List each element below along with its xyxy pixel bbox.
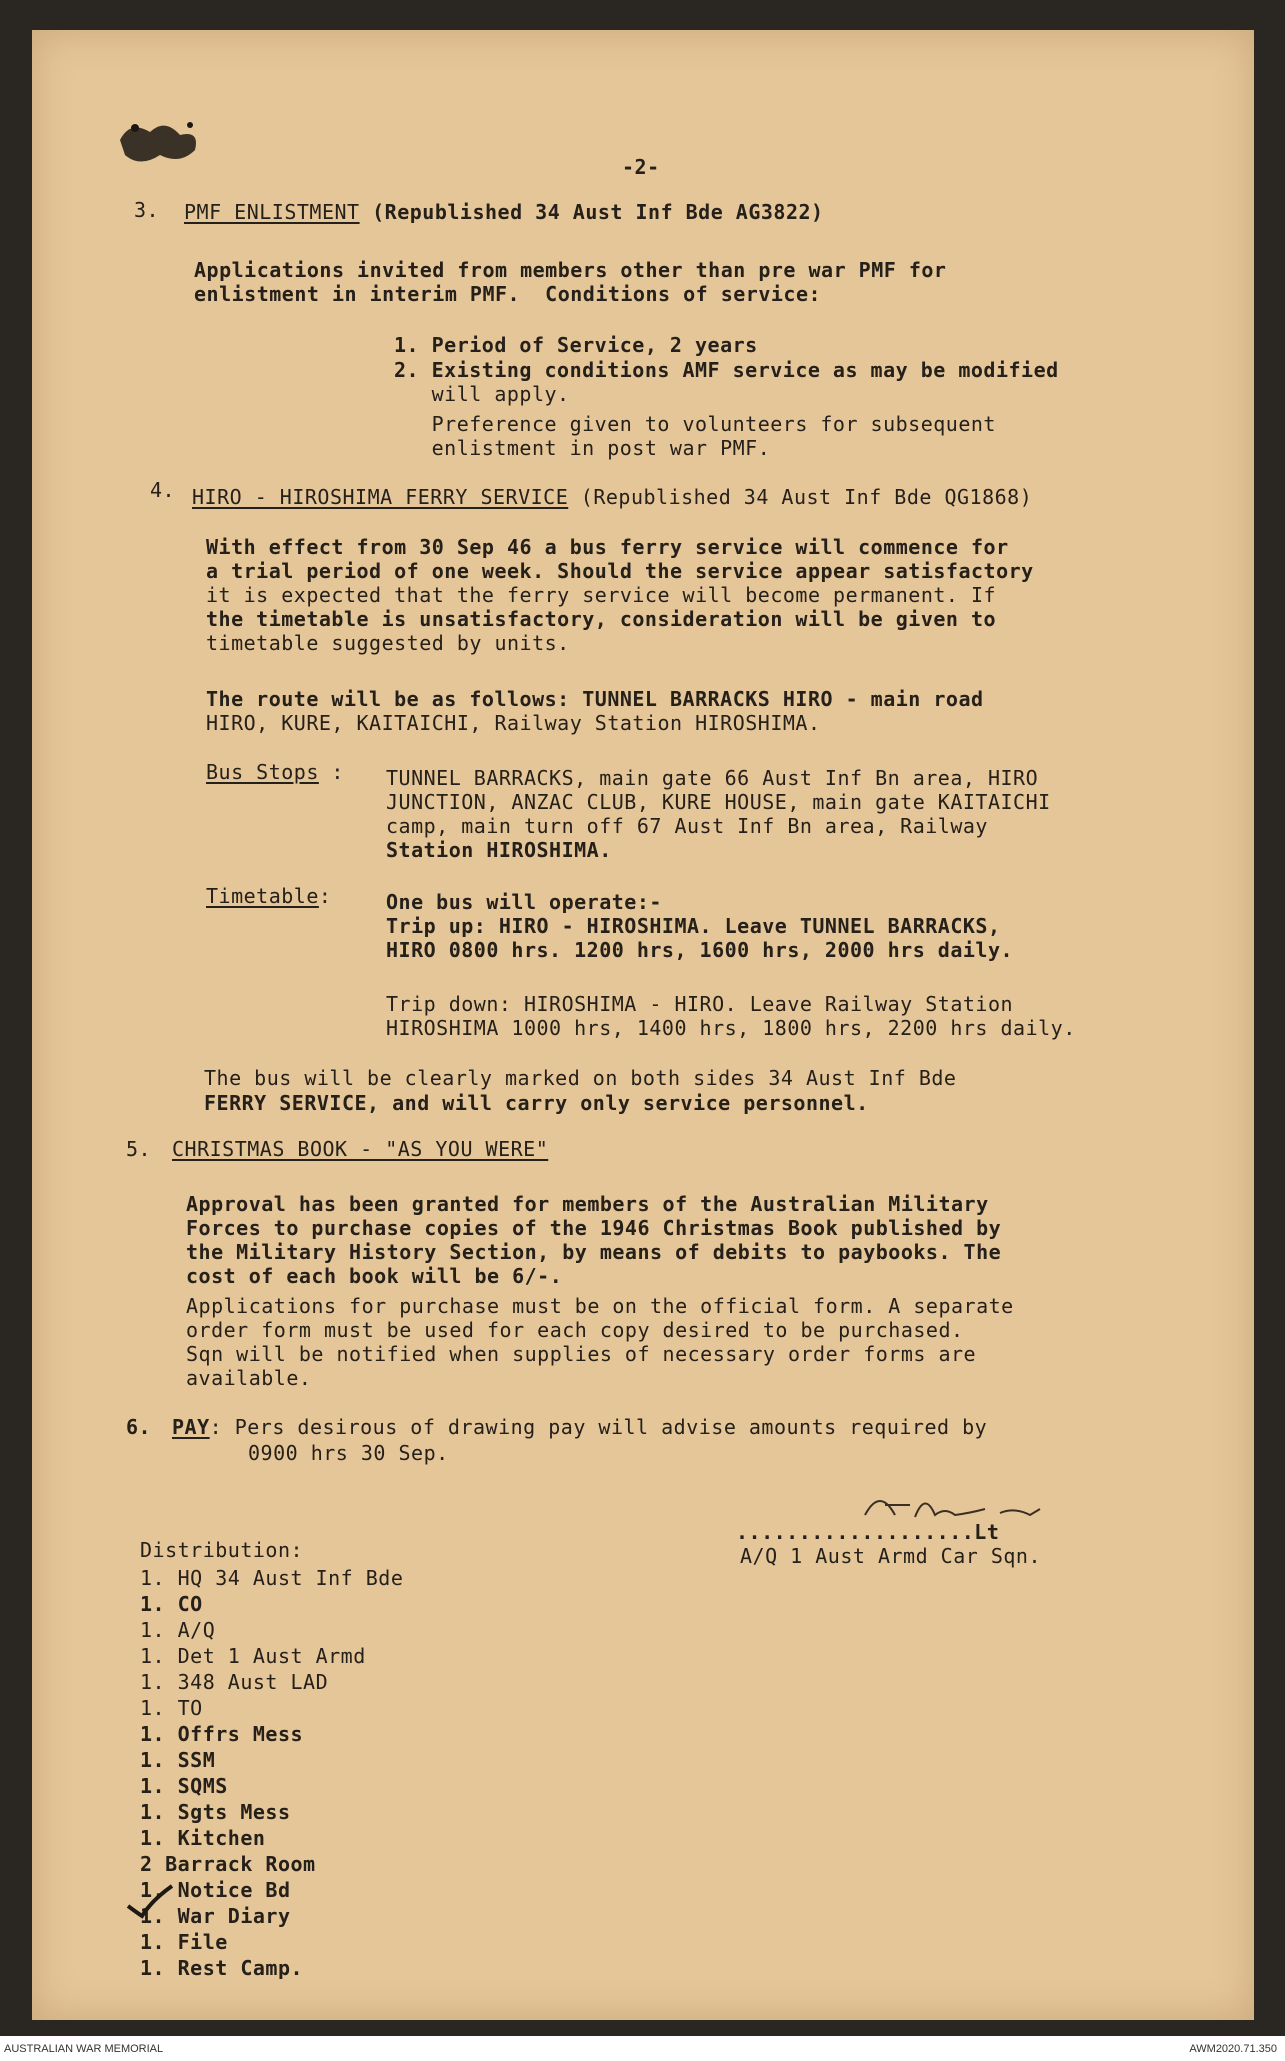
item-3-number: 3. <box>134 198 160 222</box>
distribution-entry: 1. TO <box>140 1696 203 1720</box>
item-5-para-line-8: available. <box>186 1366 312 1390</box>
item-4-reference: (Republished 34 Aust Inf Bde QG1868) <box>568 485 1033 509</box>
bus-stops-label-line <box>206 760 344 785</box>
bus-stops-label: Bus Stops <box>206 760 319 784</box>
bus-stops-line-3: camp, main turn off 67 Aust Inf Bn area, Railway <box>386 814 988 838</box>
handwritten-signature <box>785 1485 1075 1525</box>
item-3-para-line-1: Applications invited from members other than pre war PMF for <box>194 258 947 282</box>
item-6-heading: PAY <box>172 1415 210 1439</box>
timetable-line-5: HIROSHIMA 1000 hrs, 1400 hrs, 1800 hrs, 2200 hrs daily. <box>386 1016 1076 1040</box>
item-3-condition-2a: 2. Existing conditions AMF service as may be modified <box>394 358 1059 382</box>
distribution-entry: 1. A/Q <box>140 1618 216 1642</box>
item-4-number: 4. <box>150 478 176 502</box>
item-6-colon: : <box>209 1415 223 1439</box>
bus-stops-line-1: TUNNEL BARRACKS, main gate 66 Aust Inf Bn area, HIRO <box>386 766 1039 790</box>
distribution-heading: Distribution: <box>140 1538 304 1562</box>
timetable-label: Timetable <box>206 884 319 908</box>
archive-footer <box>0 2036 1285 2061</box>
item-4-marking-line-1: The bus will be clearly marked on both sides 34 Aust Inf Bde <box>204 1066 957 1090</box>
bus-stops-line-2: JUNCTION, ANZAC CLUB, KURE HOUSE, main gate KAITAICHI <box>386 790 1051 814</box>
item-4-route-line-1: The route will be as follows: TUNNEL BARRACKS HIRO - main road <box>206 687 984 711</box>
timetable-line-1: One bus will operate:- <box>386 890 662 914</box>
item-6-text: Pers desirous of drawing pay will advise amounts required by <box>222 1415 988 1439</box>
distribution-entry: 1. Notice Bd <box>140 1878 291 1902</box>
ink-blot-mark <box>110 110 210 170</box>
footer-institution: AUSTRALIAN WAR MEMORIAL <box>4 2043 164 2055</box>
timetable-line-4: Trip down: HIROSHIMA - HIRO. Leave Railway Station <box>386 992 1014 1016</box>
item-5-para-line-4: cost of each book will be 6/-. <box>186 1264 563 1288</box>
distribution-entry: 1. Det 1 Aust Armd <box>140 1644 366 1668</box>
distribution-entry: 2 Barrack Room <box>140 1852 316 1876</box>
item-4-para-line-5: timetable suggested by units. <box>206 631 570 655</box>
item-5-number: 5. <box>126 1137 152 1161</box>
item-6-number: 6. <box>126 1415 152 1439</box>
item-4-para-line-4: the timetable is unsatisfactory, consideration will be given to <box>206 607 997 631</box>
timetable-line-3: HIRO 0800 hrs. 1200 hrs, 1600 hrs, 2000 hrs daily. <box>386 938 1014 962</box>
distribution-entry: 1. Offrs Mess <box>140 1722 304 1746</box>
signature-title: A/Q 1 Aust Armd Car Sqn. <box>740 1544 1041 1568</box>
item-3-heading: PMF ENLISTMENT <box>184 200 360 224</box>
item-5-heading: CHRISTMAS BOOK - "AS YOU WERE" <box>172 1137 549 1161</box>
item-5-para-line-2: Forces to purchase copies of the 1946 Christmas Book published by <box>186 1216 1002 1240</box>
distribution-entry: 1. Sgts Mess <box>140 1800 291 1824</box>
footer-accession-number: AWM2020.71.350 <box>1189 2043 1277 2055</box>
item-3-heading-line <box>184 200 824 225</box>
item-5-para-line-6: order form must be used for each copy desired to be purchased. <box>186 1318 964 1342</box>
distribution-entry: 1. SQMS <box>140 1774 228 1798</box>
distribution-entry: 1. CO <box>140 1592 203 1616</box>
distribution-entry: 1. File <box>140 1930 228 1954</box>
distribution-entry: 1. SSM <box>140 1748 216 1772</box>
page-number: -2- <box>622 155 660 179</box>
bus-stops-colon: : <box>318 760 344 784</box>
item-4-heading-line <box>192 485 1032 510</box>
item-5-para-line-7: Sqn will be notified when supplies of necessary order forms are <box>186 1342 977 1366</box>
timetable-colon: : <box>318 884 332 908</box>
item-4-route-line-2: HIRO, KURE, KAITAICHI, Railway Station HIROSHIMA. <box>206 711 821 735</box>
signature-dots: ...................Lt <box>736 1520 1000 1544</box>
item-5-para-line-5: Applications for purchase must be on the official form. A separate <box>186 1294 1014 1318</box>
item-3-condition-2d: enlistment in post war PMF. <box>394 436 771 460</box>
timetable-line-2: Trip up: HIRO - HIROSHIMA. Leave TUNNEL BARRACKS, <box>386 914 1001 938</box>
distribution-entry: 1. Rest Camp. <box>140 1956 304 1980</box>
item-3-condition-2b: will apply. <box>394 382 570 406</box>
item-4-para-line-1: With effect from 30 Sep 46 a bus ferry service will commence for <box>206 535 1009 559</box>
distribution-entry: 1. War Diary <box>140 1904 291 1928</box>
item-5-para-line-1: Approval has been granted for members of the Australian Military <box>186 1192 989 1216</box>
distribution-entry: 1. HQ 34 Aust Inf Bde <box>140 1566 404 1590</box>
item-6-line-1 <box>172 1415 987 1440</box>
item-3-condition-2c: Preference given to volunteers for subsequent <box>394 412 996 436</box>
item-3-para-line-2: enlistment in interim PMF. Conditions of service: <box>194 282 822 306</box>
item-4-para-line-3: it is expected that the ferry service will become permanent. If <box>206 583 997 607</box>
distribution-entry: 1. Kitchen <box>140 1826 266 1850</box>
distribution-entry: 1. 348 Aust LAD <box>140 1670 329 1694</box>
item-5-para-line-3: the Military History Section, by means of debits to paybooks. The <box>186 1240 1002 1264</box>
item-4-para-line-2: a trial period of one week. Should the service appear satisfactory <box>206 559 1034 583</box>
item-3-condition-1: 1. Period of Service, 2 years <box>394 333 758 357</box>
bus-stops-line-4: Station HIROSHIMA. <box>386 838 612 862</box>
item-4-marking-line-2: FERRY SERVICE, and will carry only service personnel. <box>204 1091 869 1115</box>
item-3-reference: (Republished 34 Aust Inf Bde AG3822) <box>359 200 824 224</box>
item-6-line-2: 0900 hrs 30 Sep. <box>248 1441 449 1465</box>
timetable-label-line <box>206 884 331 909</box>
handwritten-tick-mark <box>122 1880 182 1920</box>
item-4-heading: HIRO - HIROSHIMA FERRY SERVICE <box>192 485 569 509</box>
